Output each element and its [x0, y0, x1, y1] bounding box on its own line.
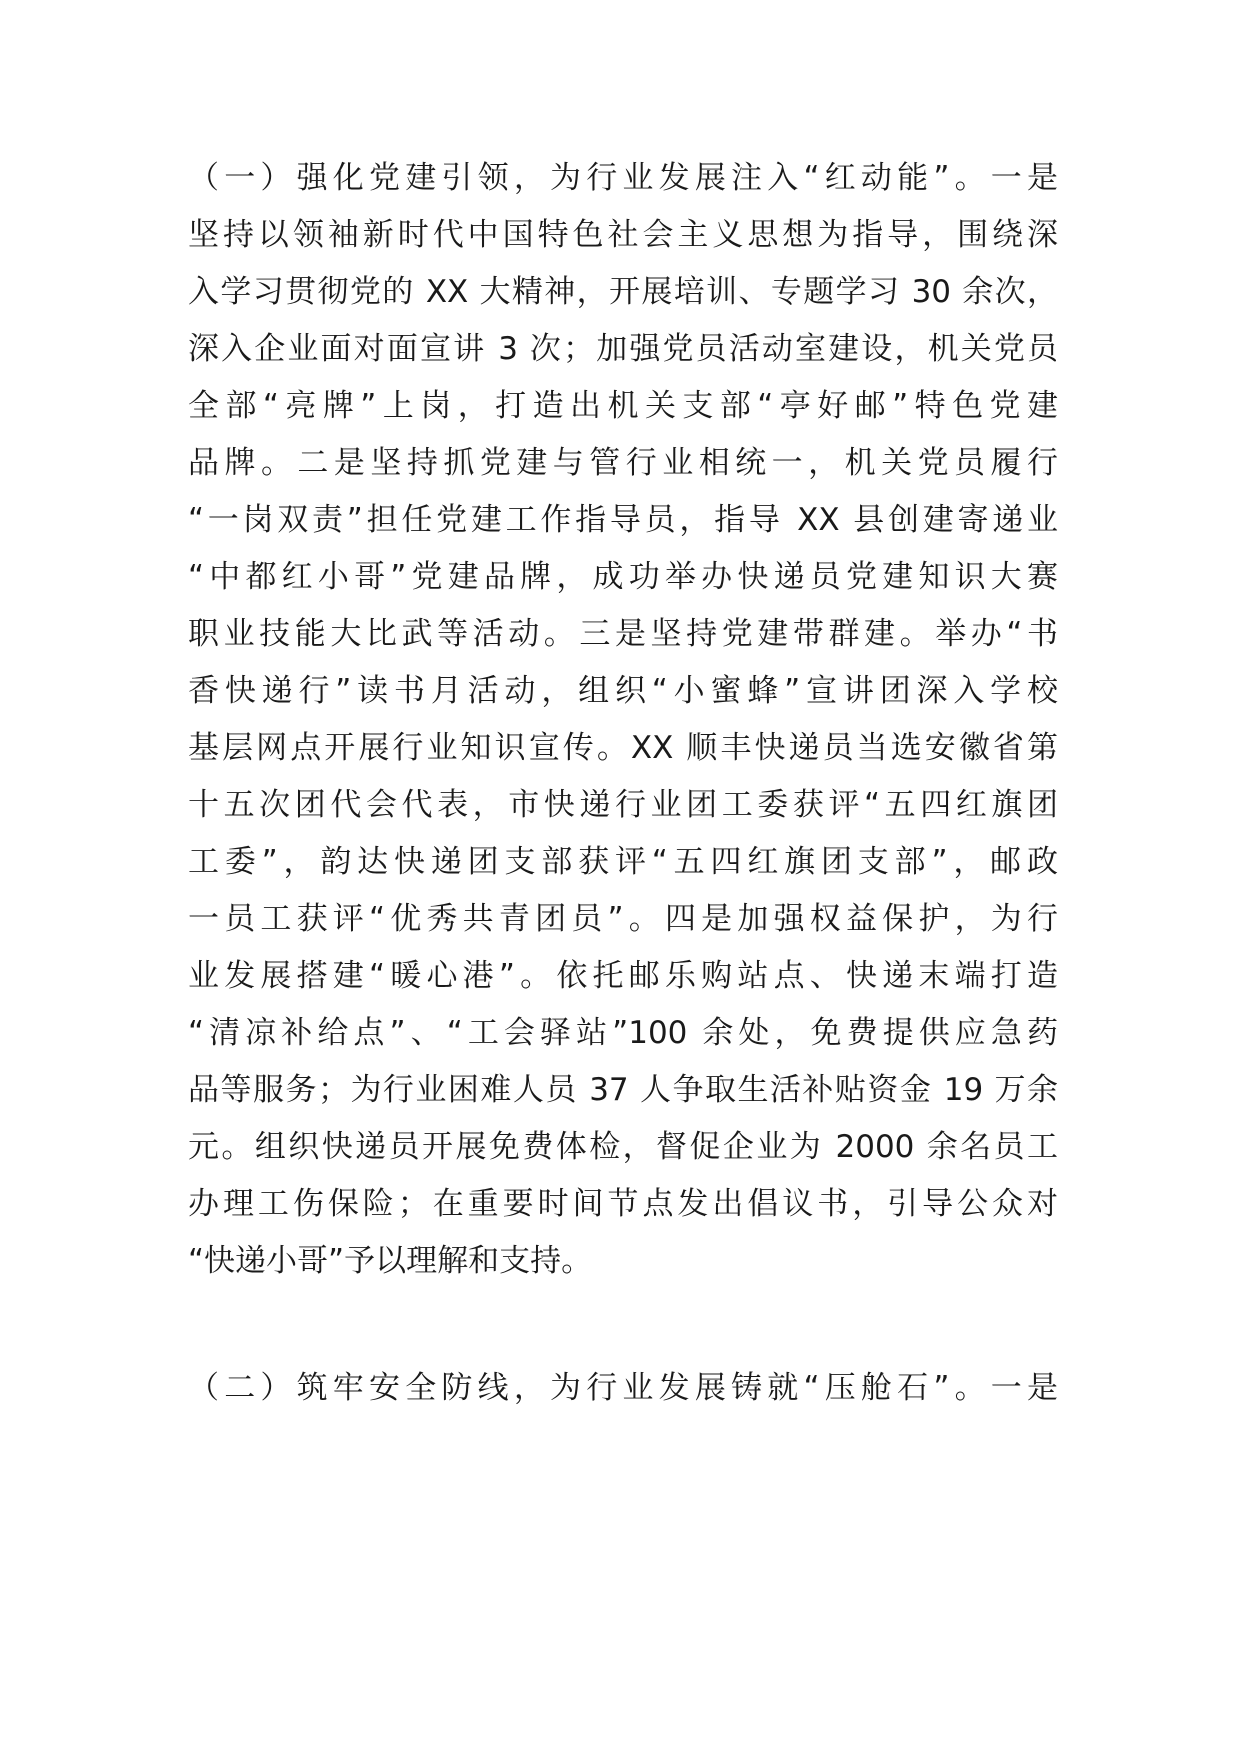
paragraph-1-line-17: 品等服务；为行业困难人员 37 人争取生活补贴资金 19 万余 — [188, 1072, 1058, 1108]
paragraph-1-line-19: 办理工伤保险；在重要时间节点发出倡议书，引导公众对 — [188, 1186, 1058, 1222]
paragraph-1-line-14: 一员工获评“优秀共青团员”。四是加强权益保护，为行 — [188, 901, 1058, 937]
paragraph-1-line-11: 基层网点开展行业知识宣传。XX 顺丰快递员当选安徽省第 — [188, 730, 1058, 766]
paragraph-1-line-3: 入学习贯彻党的 XX 大精神，开展培训、专题学习 30 余次， — [188, 274, 1058, 310]
paragraph-1-line-8: “中都红小哥”党建品牌，成功举办快递员党建知识大赛 — [188, 559, 1058, 595]
paragraph-1-line-7: “一岗双责”担任党建工作指导员，指导 XX 县创建寄递业 — [188, 502, 1058, 538]
paragraph-1-line-12: 十五次团代会代表，市快递行业团工委获评“五四红旗团 — [188, 787, 1058, 823]
paragraph-1-line-5: 全部“亮牌”上岗，打造出机关支部“亭好邮”特色党建 — [188, 388, 1058, 424]
paragraph-1-line-15: 业发展搭建“暖心港”。依托邮乐购站点、快递末端打造 — [188, 958, 1058, 994]
paragraph-1-line-9: 职业技能大比武等活动。三是坚持党建带群建。举办“书 — [188, 616, 1058, 652]
paragraph-1-line-13: 工委”，韵达快递团支部获评“五四红旗团支部”，邮政 — [188, 844, 1058, 880]
paragraph-1-line-20: “快递小哥”予以理解和支持。 — [188, 1243, 593, 1279]
paragraph-1-line-18: 元。组织快递员开展免费体检，督促企业为 2000 余名员工 — [188, 1129, 1058, 1165]
paragraph-1-line-4: 深入企业面对面宣讲 3 次；加强党员活动室建设，机关党员 — [188, 331, 1058, 367]
paragraph-1-line-6: 品牌。二是坚持抓党建与管行业相统一，机关党员履行 — [188, 445, 1058, 481]
paragraph-1-line-1: （一）强化党建引领，为行业发展注入“红动能”。一是 — [188, 160, 1058, 196]
paragraph-1-line-2: 坚持以领袖新时代中国特色社会主义思想为指导，围绕深 — [188, 217, 1058, 253]
paragraph-1-line-16: “清凉补给点”、“工会驿站”100 余处，免费提供应急药 — [188, 1015, 1058, 1051]
paragraph-1-line-10: 香快递行”读书月活动，组织“小蜜蜂”宣讲团深入学校 — [188, 673, 1058, 709]
paragraph-2-line-1: （二）筑牢安全防线，为行业发展铸就“压舱石”。一是 — [188, 1370, 1058, 1406]
